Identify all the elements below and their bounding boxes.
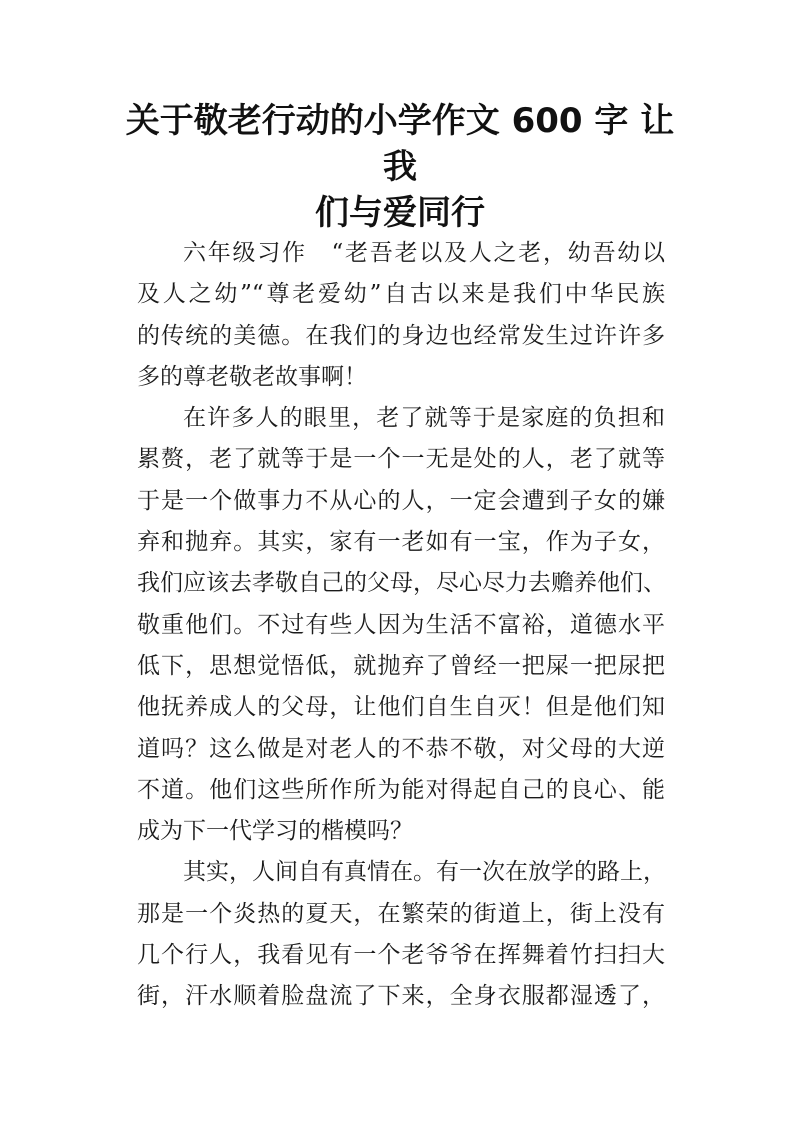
text-line: 及人之幼”“尊老爱幼”自古以来是我们中华民族: [137, 281, 665, 308]
text-line: 于是一个做事力不从心的人，一定会遭到子女的嫌: [137, 487, 665, 514]
text-line: 那是一个炎热的夏天，在繁荣的街道上，街上没有: [137, 900, 665, 927]
document-title: [110, 98, 690, 236]
text-line: 的传统的美德。在我们的身边也经常发生过许许多: [137, 322, 665, 349]
text-line: 在许多人的眼里，老了就等于是家庭的负担和: [183, 405, 665, 432]
text-line: 六年级习作 “老吾老以及人之老，幼吾幼以: [183, 240, 665, 266]
paragraph: [137, 852, 665, 1017]
text-line: 几个行人，我看见有一个老爷爷在挥舞着竹扫扫大: [137, 942, 665, 969]
text-line: 我们应该去孝敬自己的父母，尽心尽力去赡养他们、: [137, 570, 666, 597]
paragraph: [137, 398, 665, 852]
text-line: 他抚养成人的父母，让他们自生自灭！但是他们知: [137, 694, 665, 721]
text-line: 其实，人间自有真情在。有一次在放学的路上，: [183, 859, 666, 886]
text-line: 多的尊老敬老故事啊！: [137, 363, 367, 390]
text-line: 弃和抛弃。其实，家有一老如有一宝，作为子女，: [137, 529, 665, 556]
paragraph: [137, 233, 665, 398]
text-line: 街，汗水顺着脸盘流了下来，全身衣服都湿透了，: [137, 983, 665, 1010]
text-line: 道吗？这么做是对老人的不恭不敬，对父母的大逆: [137, 735, 665, 762]
document-body: [137, 233, 665, 1018]
text-line: 不道。他们这些所作所为能对得起自己的良心、能: [137, 776, 665, 803]
title-line: 们与爱同行: [315, 193, 485, 233]
text-line: 成为下一代学习的楷模吗？: [137, 818, 413, 845]
text-line: 敬重他们。不过有些人因为生活不富裕，道德水平: [137, 611, 665, 638]
text-line: 低下，思想觉悟低，就抛弃了曾经一把屎一把尿把: [137, 652, 665, 679]
text-line: 累赘，老了就等于是一个一无是处的人，老了就等: [137, 446, 665, 473]
title-line: 关于敬老行动的小学作文 600 字 让我: [125, 101, 675, 187]
